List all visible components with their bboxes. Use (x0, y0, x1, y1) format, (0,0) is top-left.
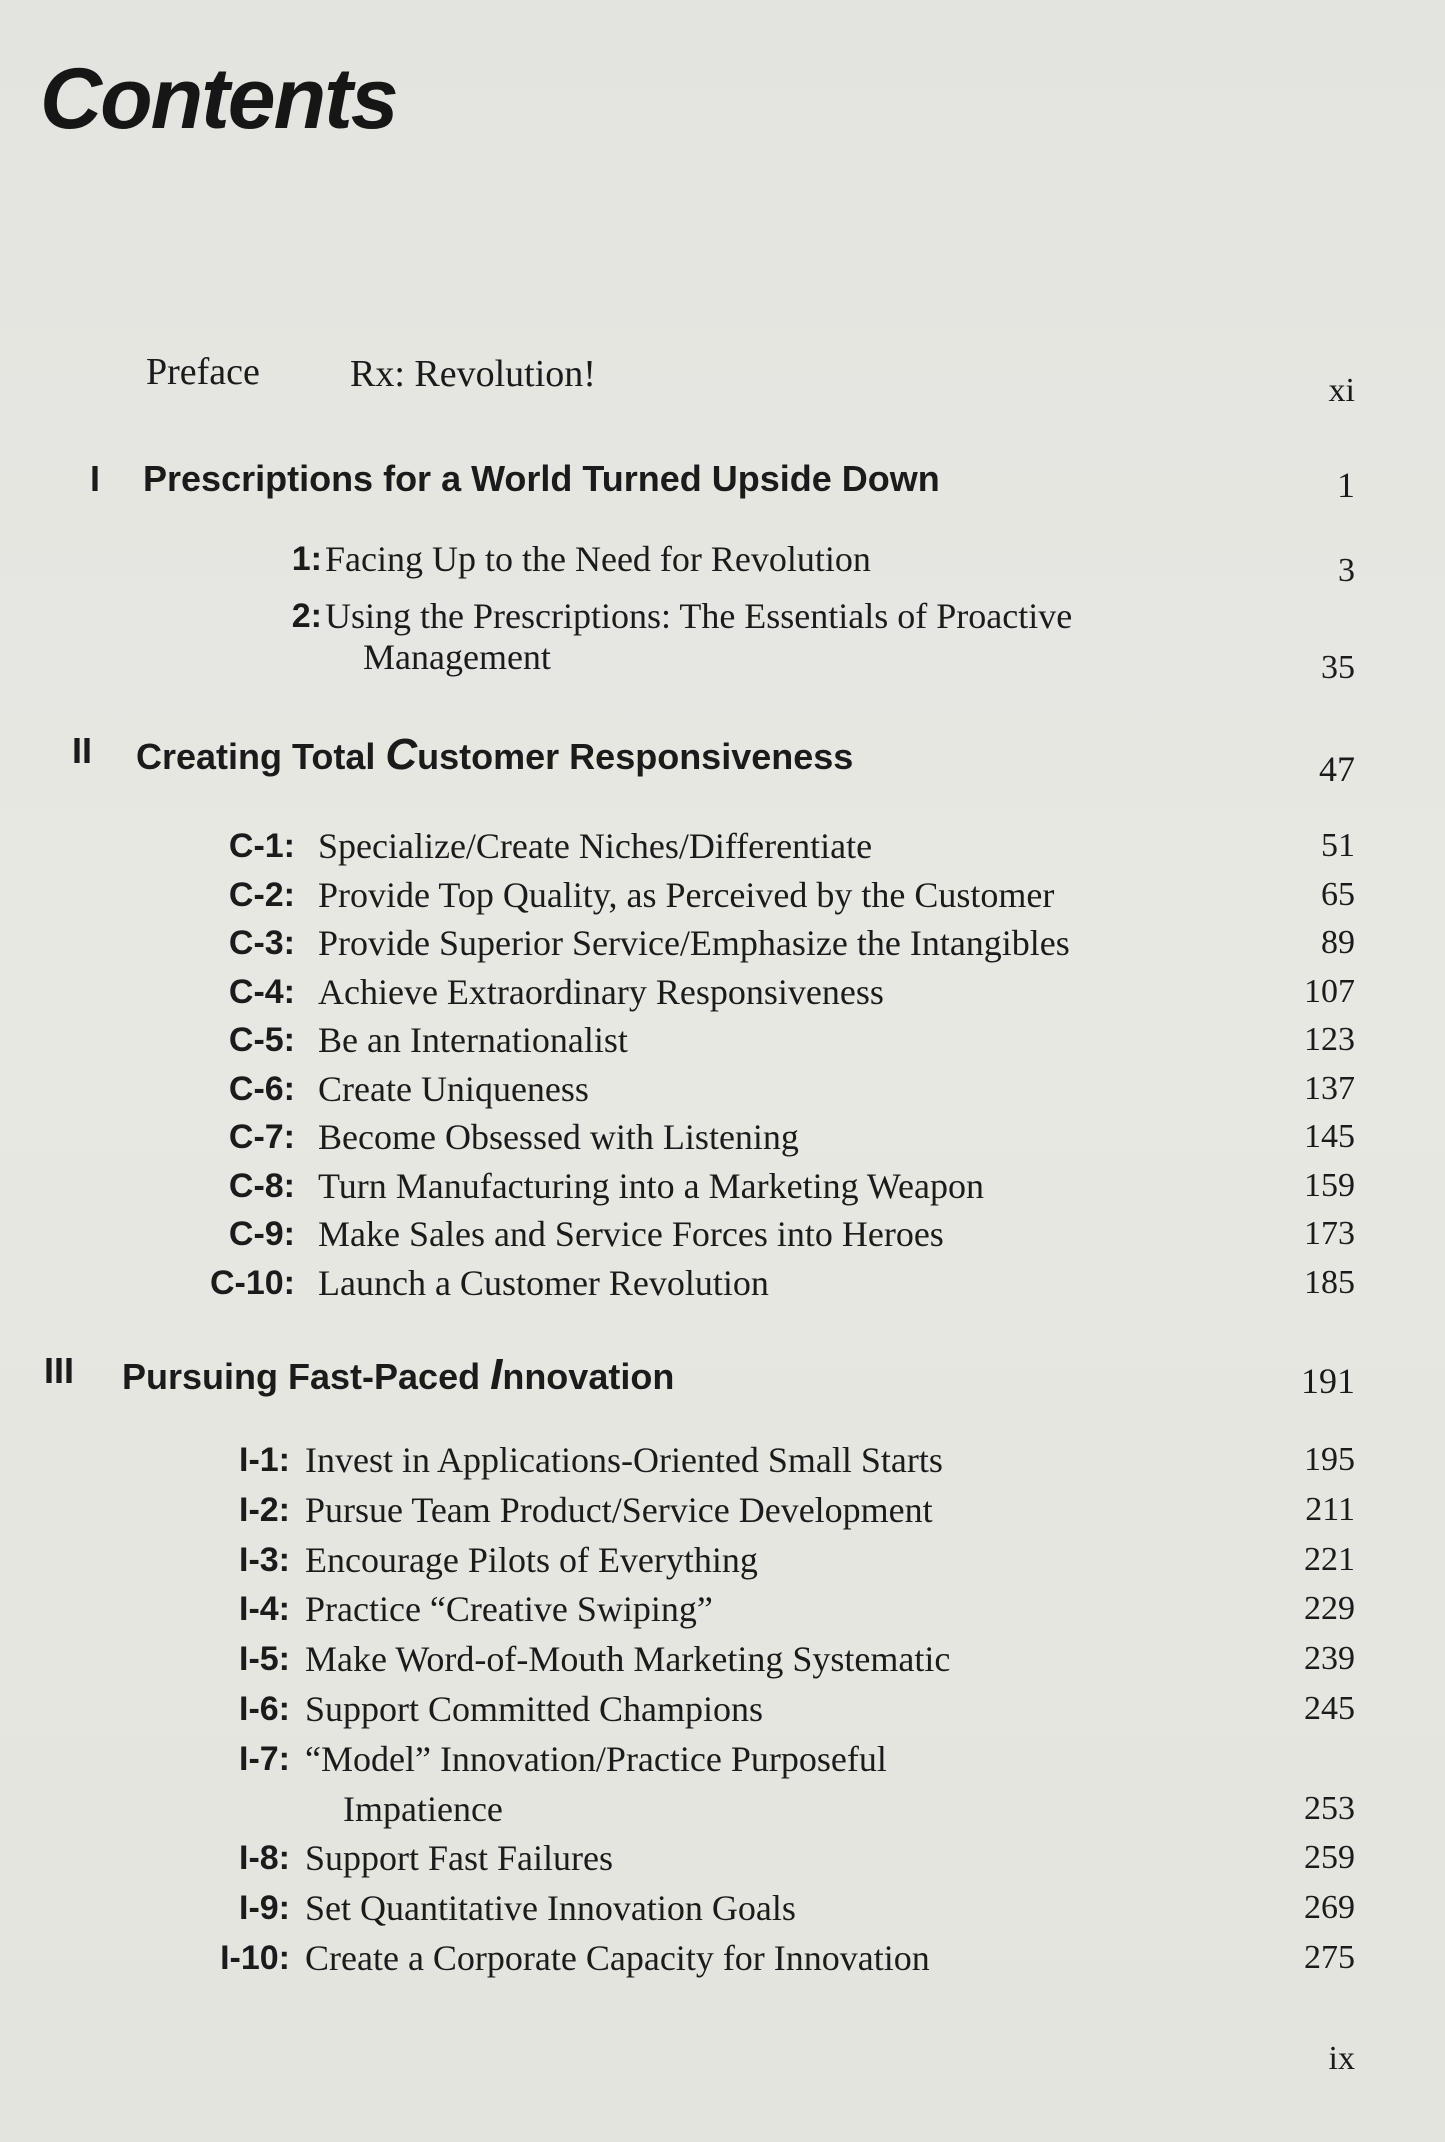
toc-entry (0, 968, 1445, 1016)
toc-entry (0, 871, 1445, 919)
toc-entry (0, 1065, 1445, 1113)
preface-entry (0, 350, 1445, 410)
preface-label: Preface (146, 351, 260, 393)
entry-title: Support Fast Failures (305, 1838, 614, 1879)
entry-code: I-5: (239, 1640, 290, 1679)
entry-page: 259 (1304, 1839, 1355, 1877)
entry-page: 245 (1304, 1690, 1355, 1727)
entry-title-continued: Impatience (343, 1788, 503, 1829)
entry-page: 269 (1304, 1889, 1355, 1927)
preface-page: xi (1328, 372, 1355, 409)
part-number: I (90, 458, 101, 499)
entry-title: Create a Corporate Capacity for Innovation (305, 1938, 930, 1978)
part-title-start: Pursuing Fast-Paced (122, 1356, 491, 1397)
entry-page: 239 (1304, 1640, 1355, 1678)
entry-title: Achieve Extraordinary Responsiveness (318, 971, 884, 1012)
toc-entry (0, 1585, 1445, 1633)
entry-code: C-2: (228, 875, 295, 914)
toc-entry (0, 1934, 1445, 1982)
toc-entry (0, 919, 1445, 967)
entry-title: Provide Top Quality, as Perceived by the Customer (318, 874, 1055, 915)
entry-page: 195 (1304, 1441, 1355, 1478)
toc-entry (0, 1113, 1445, 1161)
part-title: Prescriptions for a World Turned Upside Down (143, 458, 940, 499)
entry-page: 159 (1304, 1166, 1355, 1204)
entry-code: C-3: (228, 924, 295, 962)
part-title-end: nnovation (502, 1356, 675, 1397)
entry-page: 89 (1321, 924, 1355, 961)
entry-title: Facing Up to the Need for Revolution (325, 539, 871, 579)
entry-title: Turn Manufacturing into a Marketing Weapon (318, 1165, 984, 1206)
entry-title: Provide Superior Service/Emphasize the Intangibles (318, 923, 1070, 963)
entry-code: I-8: (239, 1839, 290, 1878)
part-heading-1 (0, 458, 1445, 518)
entry-page: 145 (1304, 1118, 1355, 1155)
part-page: 191 (1301, 1361, 1355, 1401)
entry-page: 65 (1321, 875, 1355, 913)
part-title (136, 730, 853, 780)
entry-code: 1: (291, 540, 322, 578)
entry-title: Pursue Team Product/Service Development (305, 1489, 933, 1530)
part-title-end: ustomer Responsiveness (417, 736, 854, 777)
toc-entry (0, 1735, 1445, 1783)
entry-code: I-6: (239, 1690, 290, 1728)
toc-entry (0, 1834, 1445, 1882)
preface-title: Rx: Revolution! (350, 353, 596, 395)
part-page: 47 (1319, 749, 1355, 789)
entry-code: 2: (291, 597, 322, 635)
toc-entry (0, 822, 1445, 870)
entry-title: Make Word-of-Mouth Marketing Systematic (305, 1639, 951, 1680)
part-title-initial: I (490, 1350, 503, 1399)
entry-title: Specialize/Create Niches/Differentiate (318, 826, 873, 866)
entry-title: Practice “Creative Swiping” (305, 1589, 713, 1630)
entry-code: C-1: (228, 827, 295, 865)
part-title-initial: C (385, 730, 418, 779)
entry-page: 275 (1304, 1939, 1355, 1976)
entry-title: Make Sales and Service Forces into Heroes (318, 1214, 944, 1254)
toc-entry (0, 1436, 1445, 1484)
entry-title: Invest in Applications-Oriented Small Starts (305, 1440, 943, 1480)
entry-page: 229 (1304, 1590, 1355, 1628)
entry-code: I-10: (220, 1939, 290, 1977)
entry-title: Encourage Pilots of Everything (305, 1539, 758, 1580)
entry-code: I-2: (239, 1490, 290, 1529)
entry-code: C-9: (228, 1215, 295, 1253)
entry-code: C-6: (228, 1069, 295, 1108)
part-title (122, 1350, 674, 1400)
entry-page: 107 (1304, 972, 1355, 1010)
toc-entry (0, 1884, 1445, 1932)
part-title-start: Creating Total (136, 736, 386, 777)
entry-page: 221 (1304, 1540, 1355, 1578)
entry-code: I-1: (239, 1441, 290, 1479)
part-page: 1 (1337, 465, 1355, 505)
entry-title: Support Committed Champions (305, 1689, 764, 1729)
toc-entry (0, 1536, 1445, 1584)
part-number: II (72, 730, 93, 771)
entry-page: 35 (1321, 649, 1355, 686)
toc-entry (0, 1259, 1445, 1307)
entry-page: 51 (1321, 827, 1355, 864)
entry-code: C-5: (228, 1021, 295, 1059)
toc-entry (0, 535, 1445, 589)
entry-page: 123 (1304, 1021, 1355, 1058)
entry-title: Create Uniqueness (318, 1068, 589, 1109)
page-folio: ix (1328, 2040, 1355, 2077)
entry-title: Be an Internationalist (318, 1020, 628, 1060)
entry-title: “Model” Innovation/Practice Purposeful (305, 1738, 887, 1779)
entry-title: Using the Prescriptions: The Essentials of Proactive (325, 596, 1073, 636)
entry-title: Become Obsessed with Listening (318, 1117, 799, 1157)
entry-page: 185 (1304, 1263, 1355, 1301)
entry-code: C-4: (228, 972, 295, 1011)
toc-entry (0, 592, 1445, 640)
part-heading-3 (0, 1350, 1445, 1410)
toc-entry (0, 1486, 1445, 1534)
entry-code: C-8: (228, 1166, 295, 1205)
part-number: III (44, 1350, 75, 1391)
entry-page: 173 (1304, 1215, 1355, 1252)
entry-code: I-7: (239, 1739, 290, 1778)
entry-page: 253 (1304, 1789, 1355, 1827)
toc-entry (0, 1210, 1445, 1258)
entry-code: I-3: (239, 1540, 290, 1579)
entry-code: I-4: (239, 1590, 290, 1629)
entry-page: 137 (1304, 1069, 1355, 1107)
page-title: Contents (40, 51, 397, 147)
toc-entry (0, 1162, 1445, 1210)
entry-page: 211 (1305, 1490, 1355, 1528)
entry-code: C-7: (228, 1118, 295, 1156)
toc-entry (0, 1635, 1445, 1683)
entry-code: C-10: (209, 1263, 295, 1302)
toc-entry (0, 1685, 1445, 1733)
entry-code: I-9: (239, 1889, 290, 1928)
entry-title: Set Quantitative Innovation Goals (305, 1888, 796, 1929)
toc-entry (0, 1016, 1445, 1064)
entry-title: Launch a Customer Revolution (318, 1262, 769, 1303)
entry-page: 3 (1338, 552, 1355, 589)
part-heading-2 (0, 730, 1445, 790)
entry-title-continued: Management (363, 637, 551, 677)
